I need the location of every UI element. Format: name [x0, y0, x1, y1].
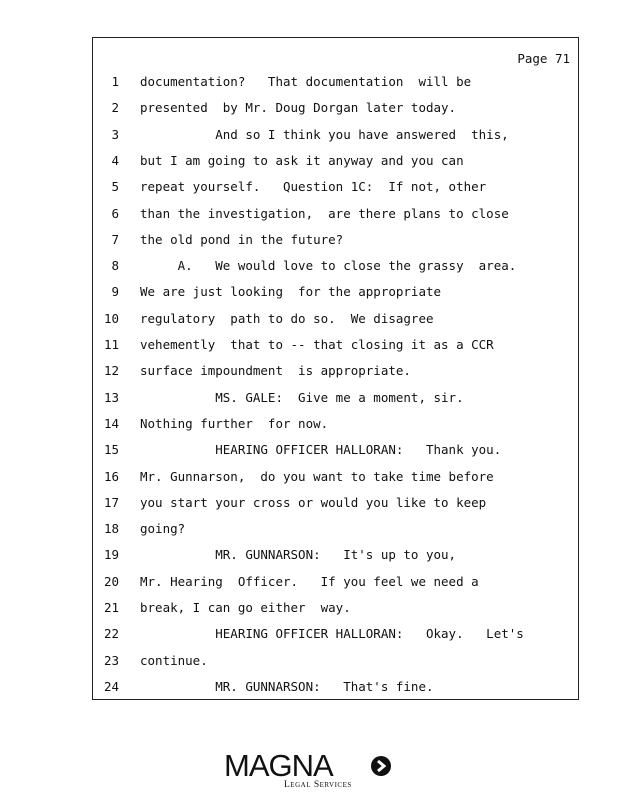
line-text: documentation? That documentation will be: [140, 74, 472, 89]
transcript-line: [93, 469, 578, 485]
logo-subtitle: Legal Services: [284, 780, 352, 790]
transcript-line: [93, 679, 578, 695]
line-text: than the investigation, are there plans to close: [140, 205, 509, 221]
line-number: 20: [103, 573, 119, 589]
line-number: 12: [103, 363, 119, 379]
line-number: 5: [111, 179, 119, 195]
line-number: 3: [111, 126, 119, 142]
line-text: the old pond in the future?: [140, 231, 344, 247]
line-text: Mr. Gunnarson, do you want to take time before: [140, 468, 494, 484]
line-text: And so I think you have answered this,: [140, 126, 509, 142]
line-text: vehemently that to -- that closing it as a CCR: [140, 337, 494, 352]
line-text: MS. GALE: Give me a moment, sir.: [140, 389, 464, 405]
line-text: presented by Mr. Doug Dorgan later today.: [140, 100, 457, 116]
transcript-line: [93, 521, 578, 537]
line-text: repeat yourself. Question 1C: If not, other: [140, 179, 487, 195]
transcript-line: [93, 311, 578, 327]
line-text: HEARING OFFICER HALLORAN: Okay. Let's: [140, 626, 524, 642]
transcript-line: [93, 337, 578, 353]
transcript-line: [93, 442, 578, 458]
line-text: continue.: [140, 652, 208, 668]
line-text: break, I can go either way.: [140, 600, 351, 615]
line-text: MR. GUNNARSON: That's fine.: [140, 678, 434, 694]
transcript-line: [93, 74, 578, 90]
line-text: Nothing further for now.: [140, 415, 329, 431]
line-number: 7: [111, 231, 119, 247]
line-number: 14: [103, 415, 119, 431]
line-number: 16: [103, 468, 119, 484]
line-number: 21: [103, 600, 119, 615]
line-number: 15: [103, 442, 119, 458]
magna-logo: [224, 748, 400, 794]
transcript-line: [93, 179, 578, 195]
transcript-line: [93, 547, 578, 563]
transcript-line: [93, 127, 578, 143]
transcript-line: [93, 626, 578, 642]
line-number: 6: [111, 205, 119, 221]
line-number: 9: [111, 284, 119, 300]
line-text: Mr. Hearing Officer. If you feel we need a: [140, 573, 479, 589]
transcript-line: [93, 258, 578, 274]
transcript-line: [93, 416, 578, 432]
transcript-line: [93, 153, 578, 169]
line-number: 4: [111, 152, 119, 168]
line-text: A. We would love to close the grassy area.: [140, 258, 517, 274]
line-text: MR. GUNNARSON: It's up to you,: [140, 547, 457, 563]
line-text: surface impoundment is appropriate.: [140, 363, 411, 379]
line-number: 24: [103, 678, 119, 694]
transcript-line: [93, 653, 578, 669]
line-number: 1: [111, 74, 119, 89]
line-text: but I am going to ask it anyway and you can: [140, 152, 464, 168]
line-number: 11: [103, 337, 119, 352]
transcript-line: [93, 100, 578, 116]
chevron-circle-icon: [370, 755, 392, 777]
transcript-line: [93, 206, 578, 222]
transcript-line: [93, 574, 578, 590]
line-number: 22: [103, 626, 119, 642]
transcript-line: [93, 284, 578, 300]
line-number: 8: [111, 258, 119, 274]
line-text: going?: [140, 521, 186, 537]
transcript-line: [93, 363, 578, 379]
line-text: HEARING OFFICER HALLORAN: Thank you.: [140, 442, 502, 458]
page-number: Page 71: [517, 51, 570, 66]
transcript-line: [93, 495, 578, 511]
transcript-page: [92, 37, 579, 700]
line-number: 17: [103, 494, 119, 510]
transcript-line: [93, 600, 578, 616]
transcript-line: [93, 390, 578, 406]
line-number: 2: [111, 100, 119, 116]
line-text: you start your cross or would you like to keep: [140, 494, 487, 510]
line-text: We are just looking for the appropriate: [140, 284, 442, 300]
line-text: regulatory path to do so. We disagree: [140, 310, 434, 326]
transcript-line: [93, 232, 578, 248]
line-number: 23: [103, 652, 119, 668]
line-number: 18: [103, 521, 119, 537]
logo-wordmark: MAGNA: [224, 748, 333, 783]
line-number: 13: [103, 389, 119, 405]
line-number: 19: [103, 547, 119, 563]
line-number: 10: [103, 310, 119, 326]
